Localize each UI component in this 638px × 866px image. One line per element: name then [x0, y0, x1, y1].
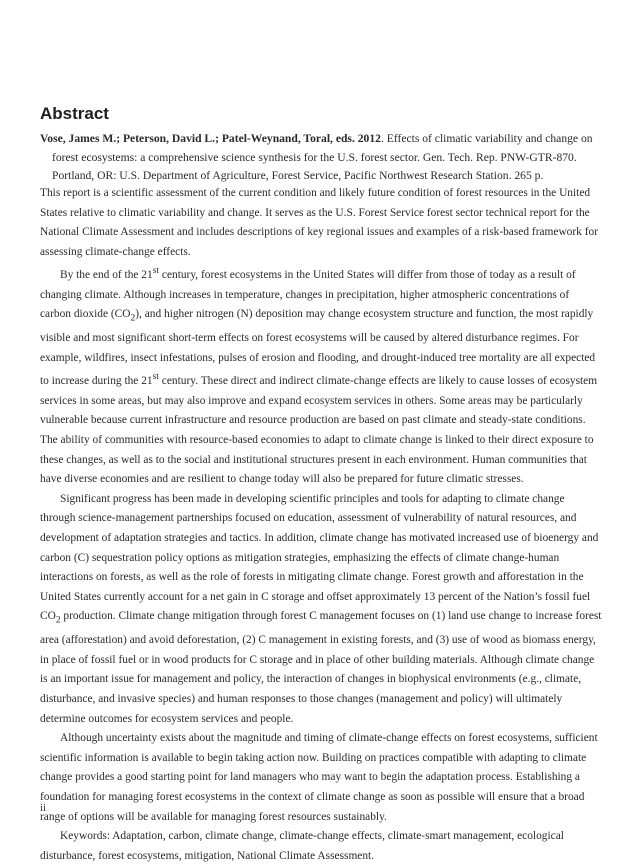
abstract-body	[40, 184, 602, 866]
paragraph-1: This report is a scientific assessment of the current condition and likely future condition of forest resources in the United States relative to climatic variability and change. It serves as the U.S. Forest Service forest sector technical report for the National Climate Assessment and includes descriptions of key regional issues and examples of a risk-based framework for assessing climate-change effects.	[40, 187, 598, 258]
citation-authors: Vose, James M.; Peterson, David L.; Patel-Weynand, Toral, eds. 2012	[40, 132, 381, 145]
paragraph-2: By the end of the 21st century, forest ecosystems in the United States will differ from those of today as a result of changing climate. Although increases in temperature, changes in precipitation, higher atmospheric concentrations of carbon dioxide $(CO_2)$, and higher nitrogen (N) deposition may change ecosystem structure and function, the most rapidly visible and most significant short-term effects on forest ecosystems will be caused by altered disturbance regimes. For example, wildfires, insect infestations, pulses of erosion and flooding, and drought-induced tree mortality are all expected to increase during the 21st century. These direct and indirect climate-change effects are likely to cause losses of ecosystem services in some areas, but may also improve and expand ecosystem services in others. Some areas may be particularly vulnerable because current infrastructure and resource production are based on past climate and steady-state conditions. The ability of communities with resource-based economies to adapt to climate change is linked to their direct exposure to these changes, as well as to the social and institutional structures present in each environment. Human communities that have diverse economies and are resilient to change today will also be prepared for future climatic stresses.	[40, 266, 598, 486]
citation-details: . Effects of climatic variability and change on forest ecosystems: a comprehensive science synthesis for the U.S. forest sector. Gen. Tech. Rep. PNW-GTR-870. Portland, OR: U.S. Department of Agriculture, Forest Service, Pacific Northwest Research Station. 265 p.	[52, 132, 593, 183]
keywords-paragraph: Keywords: Adaptation, carbon, climate change, climate-change effects, climate-smart management, ecological disturbance, forest ecosystems, mitigation, National Climate Assessment.	[40, 830, 564, 862]
document-page	[40, 0, 602, 862]
paragraph-4: Although uncertainty exists about the magnitude and timing of climate-change effects on forest ecosystems, sufficient scientific information is available to begin taking action now. Building on practices compatible with adapting to climate change provides a good starting point for land managers who may want to begin the adaptation process. Establishing a foundation for managing forest ecosystems in the context of climate change as soon as possible will ensure that a broad range of options will be available for managing forest resources sustainably.	[40, 732, 598, 823]
page-number: ii	[40, 802, 47, 814]
abstract-heading: Abstract	[40, 104, 109, 123]
citation	[40, 130, 602, 186]
paragraph-3: Significant progress has been made in developing scientific principles and tools for adapting to climate change through science-management partnerships focused on education, assessment of vulnerability of natural resources, and development of adaptation strategies and tactics. In addition, climate change has motivated increased use of bioenergy and carbon (C) sequestration policy options as mitigation strategies, emphasizing the effects of climate change-human interactions on forests, as well as the role of forests in mitigating climate change. Forest growth and afforestation in the United States currently account for a net gain in C storage and offset approximately 13 percent of the Nation’s fossil fuel $CO_2$ production. Climate change mitigation through forest C management focuses on (1) land use change to increase forest area (afforestation) and avoid deforestation, (2) C management in existing forests, and (3) use of wood as biomass energy, in place of fossil fuel or in wood products for C storage and in place of other building materials. Although climate change is an important issue for management and policy, the interaction of changes in biophysical environments (e.g., climate, disturbance, and invasive species) and human responses to those changes (management and policy) will ultimately determine outcomes for ecosystem services and people.	[40, 492, 602, 725]
